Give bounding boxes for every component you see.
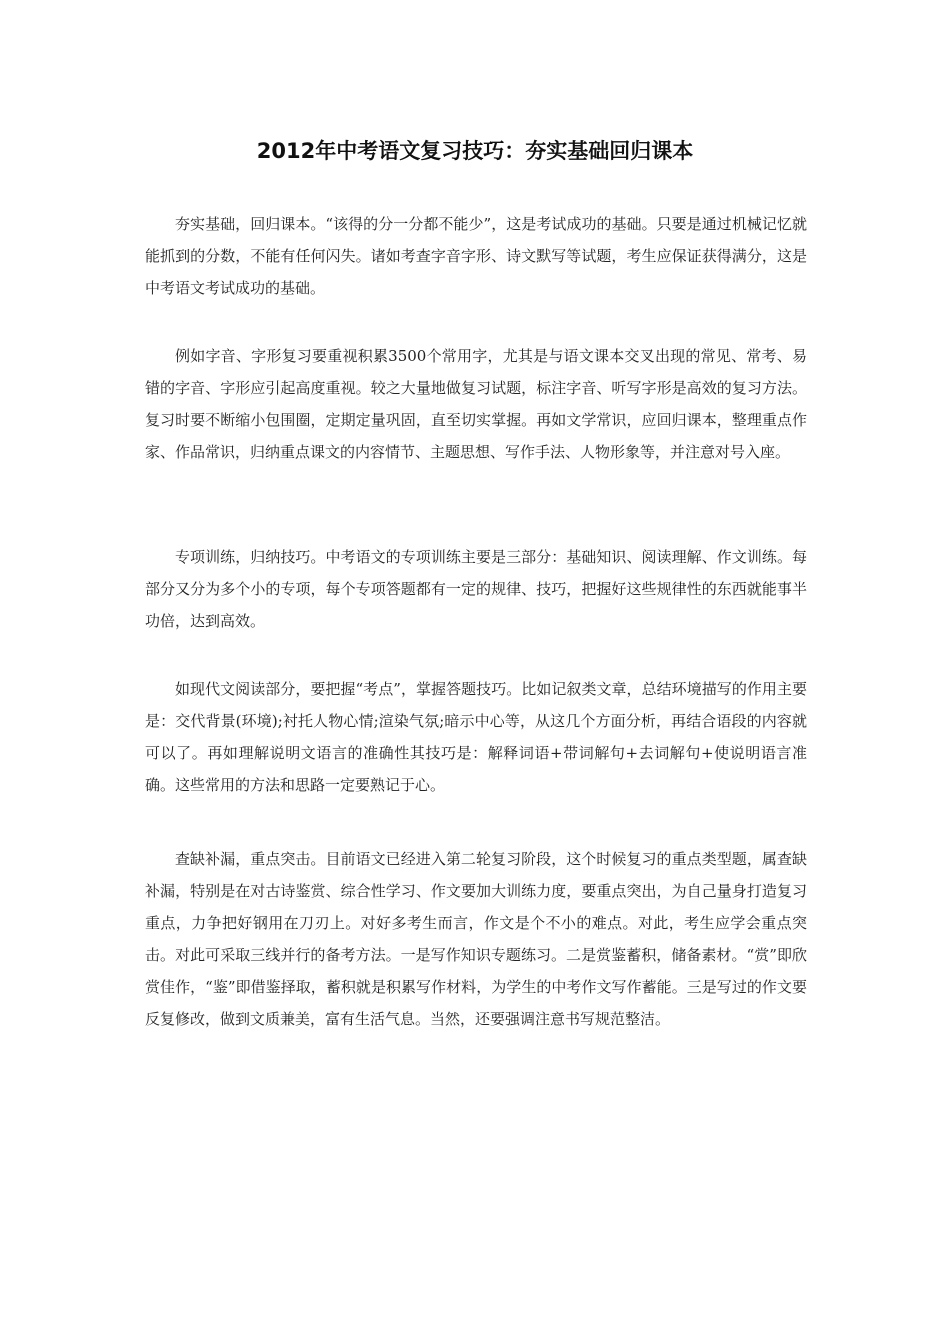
paragraph-gap-filling: 查缺补漏，重点突击。目前语文已经进入第二轮复习阶段，这个时候复习的重点类型题，属查缺补漏，特别是在对古诗鉴赏、综合性学习、作文要加大训练力度，要重点突出，为自己量身打造复习重点，力争把好钢用在刀刃上。对好多考生而言，作文是个不小的难点。对此，考生应学会重点突击。对此可采取三线并行的备考方法。一是写作知识专题练习。二是赏鉴蓄积，储备素材。“赏”即欣赏佳作，“鉴”即借鉴择取，蓄积就是积累写作材料，为学生的中考作文写作蓄能。三是写过的作文要反复修改，做到文质兼美，富有生活气息。当然，还要强调注意书写规范整洁。 [145, 850, 807, 1028]
paragraph-basics: 夯实基础，回归课本。“该得的分一分都不能少”，这是考试成功的基础。只要是通过机械记忆就能抓到的分数，不能有任何闪失。诸如考查字音字形、诗文默写等试题，考生应保证获得满分，这是中考语文考试成功的基础。 [145, 215, 807, 297]
paragraph-special-training: 专项训练，归纳技巧。中考语文的专项训练主要是三部分：基础知识、阅读理解、作文训练。每部分又分为多个小的专项，每个专项答题都有一定的规律、技巧，把握好这些规律性的东西就能事半功倍，达到高效。 [145, 548, 807, 630]
page-title: 2012年中考语文复习技巧：夯实基础回归课本 [256, 139, 694, 163]
paragraph-reading-comprehension: 如现代文阅读部分，要把握“考点”，掌握答题技巧。比如记叙类文章，总结环境描写的作用主要是：交代背景(环境);衬托人物心情;渲染气氛;暗示中心等，从这几个方面分析，再结合语段的内容就可以了。再如理解说明文语言的准确性其技巧是：解释词语+带词解句+去词解句+使说明语言准确。这些常用的方法和思路一定要熟记于心。 [145, 680, 807, 794]
paragraph-character-review: 例如字音、字形复习要重视积累3500个常用字，尤其是与语文课本交叉出现的常见、常考、易错的字音、字形应引起高度重视。较之大量地做复习试题，标注字音、听写字形是高效的复习方法。复习时要不断缩小包围圈，定期定量巩固，直至切实掌握。再如文学常识，应回归课本，整理重点作家、作品常识，归纳重点课文的内容情节、主题思想、写作手法、人物形象等，并注意对号入座。 [145, 347, 807, 461]
